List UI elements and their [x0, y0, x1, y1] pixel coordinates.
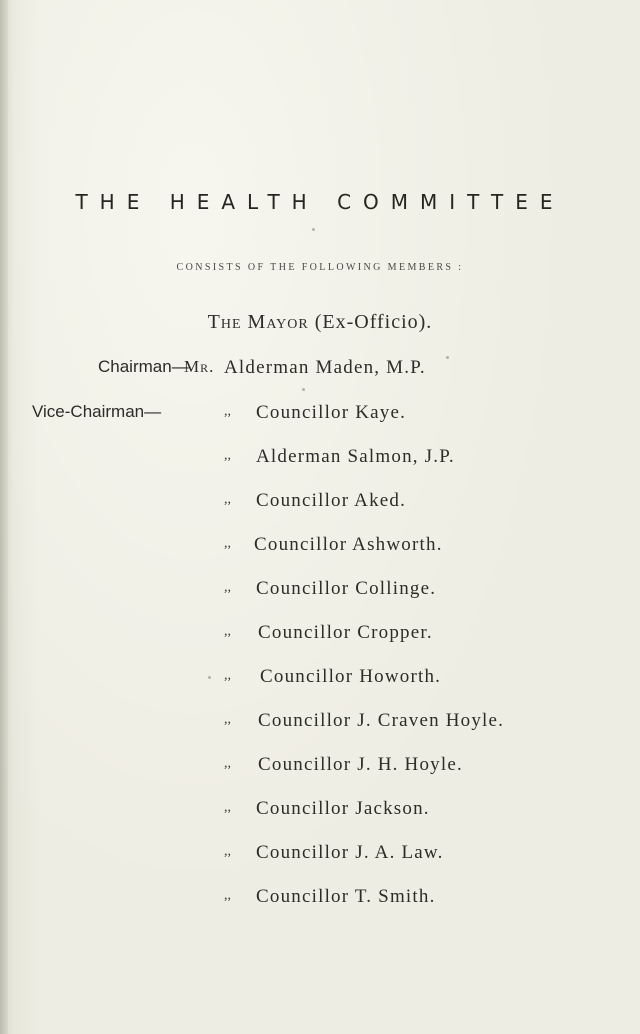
member-name: Councillor Jackson.: [256, 798, 430, 819]
member-name: Councillor J. A. Law.: [256, 842, 444, 863]
vice-chairman-row: [0, 402, 640, 430]
member-row: [0, 842, 640, 870]
ditto-mark: ,,: [224, 580, 231, 595]
paper-speck: [446, 356, 449, 359]
member-row: [0, 710, 640, 738]
vice-chairman-name: Councillor Kaye.: [256, 402, 407, 423]
mayor-title: The Mayor: [207, 311, 309, 333]
chairman-name: Alderman Maden, M.P.: [224, 357, 426, 378]
ditto-mark: ,,: [224, 888, 231, 903]
chairman-title: Mr.: [184, 357, 215, 376]
member-name: Councillor Cropper.: [258, 622, 433, 643]
ditto-mark: ,,: [224, 536, 231, 551]
member-name: Councillor Aked.: [256, 490, 407, 511]
member-name: Alderman Salmon, J.P.: [256, 446, 455, 467]
member-name: Councillor Collinge.: [256, 578, 437, 599]
member-row: [0, 578, 640, 606]
member-row: [0, 798, 640, 826]
paper-speck: [302, 388, 305, 391]
ditto-mark: ,,: [224, 844, 231, 859]
member-name: Councillor Ashworth.: [254, 534, 443, 555]
member-name: Councillor Howorth.: [260, 666, 442, 687]
member-row: [0, 534, 640, 562]
member-row: [0, 490, 640, 518]
member-row: [0, 622, 640, 650]
members-subheading: CONSISTS OF THE FOLLOWING MEMBERS :: [176, 262, 464, 273]
member-name: Councillor T. Smith.: [256, 886, 436, 907]
member-row: [0, 754, 640, 782]
chairman-role: Chairman—: [98, 357, 189, 376]
member-row: [0, 446, 640, 474]
ditto-mark: ,,: [224, 448, 231, 463]
member-name: Councillor J. H. Hoyle.: [258, 754, 463, 775]
ditto-mark: ,,: [224, 712, 231, 727]
ditto-mark: ,,: [224, 624, 231, 639]
member-name: Councillor J. Craven Hoyle.: [258, 710, 505, 731]
mayor-line: [0, 311, 640, 334]
vice-chairman-role: Vice-Chairman—: [32, 402, 162, 421]
ditto-mark: ,,: [224, 492, 231, 507]
paper-speck: [312, 228, 315, 231]
ditto-mark: ,,: [224, 800, 231, 815]
ditto-mark: ,,: [224, 668, 231, 683]
ditto-mark: ,,: [224, 756, 231, 771]
chairman-row: [0, 357, 640, 385]
paper-speck: [208, 676, 211, 679]
member-row: [0, 666, 640, 694]
ditto-mark: ,,: [224, 404, 231, 419]
member-row: [0, 886, 640, 914]
mayor-ex-officio: (Ex-Officio).: [314, 311, 433, 333]
committee-heading: THE HEALTH COMMITTEE: [75, 190, 565, 214]
